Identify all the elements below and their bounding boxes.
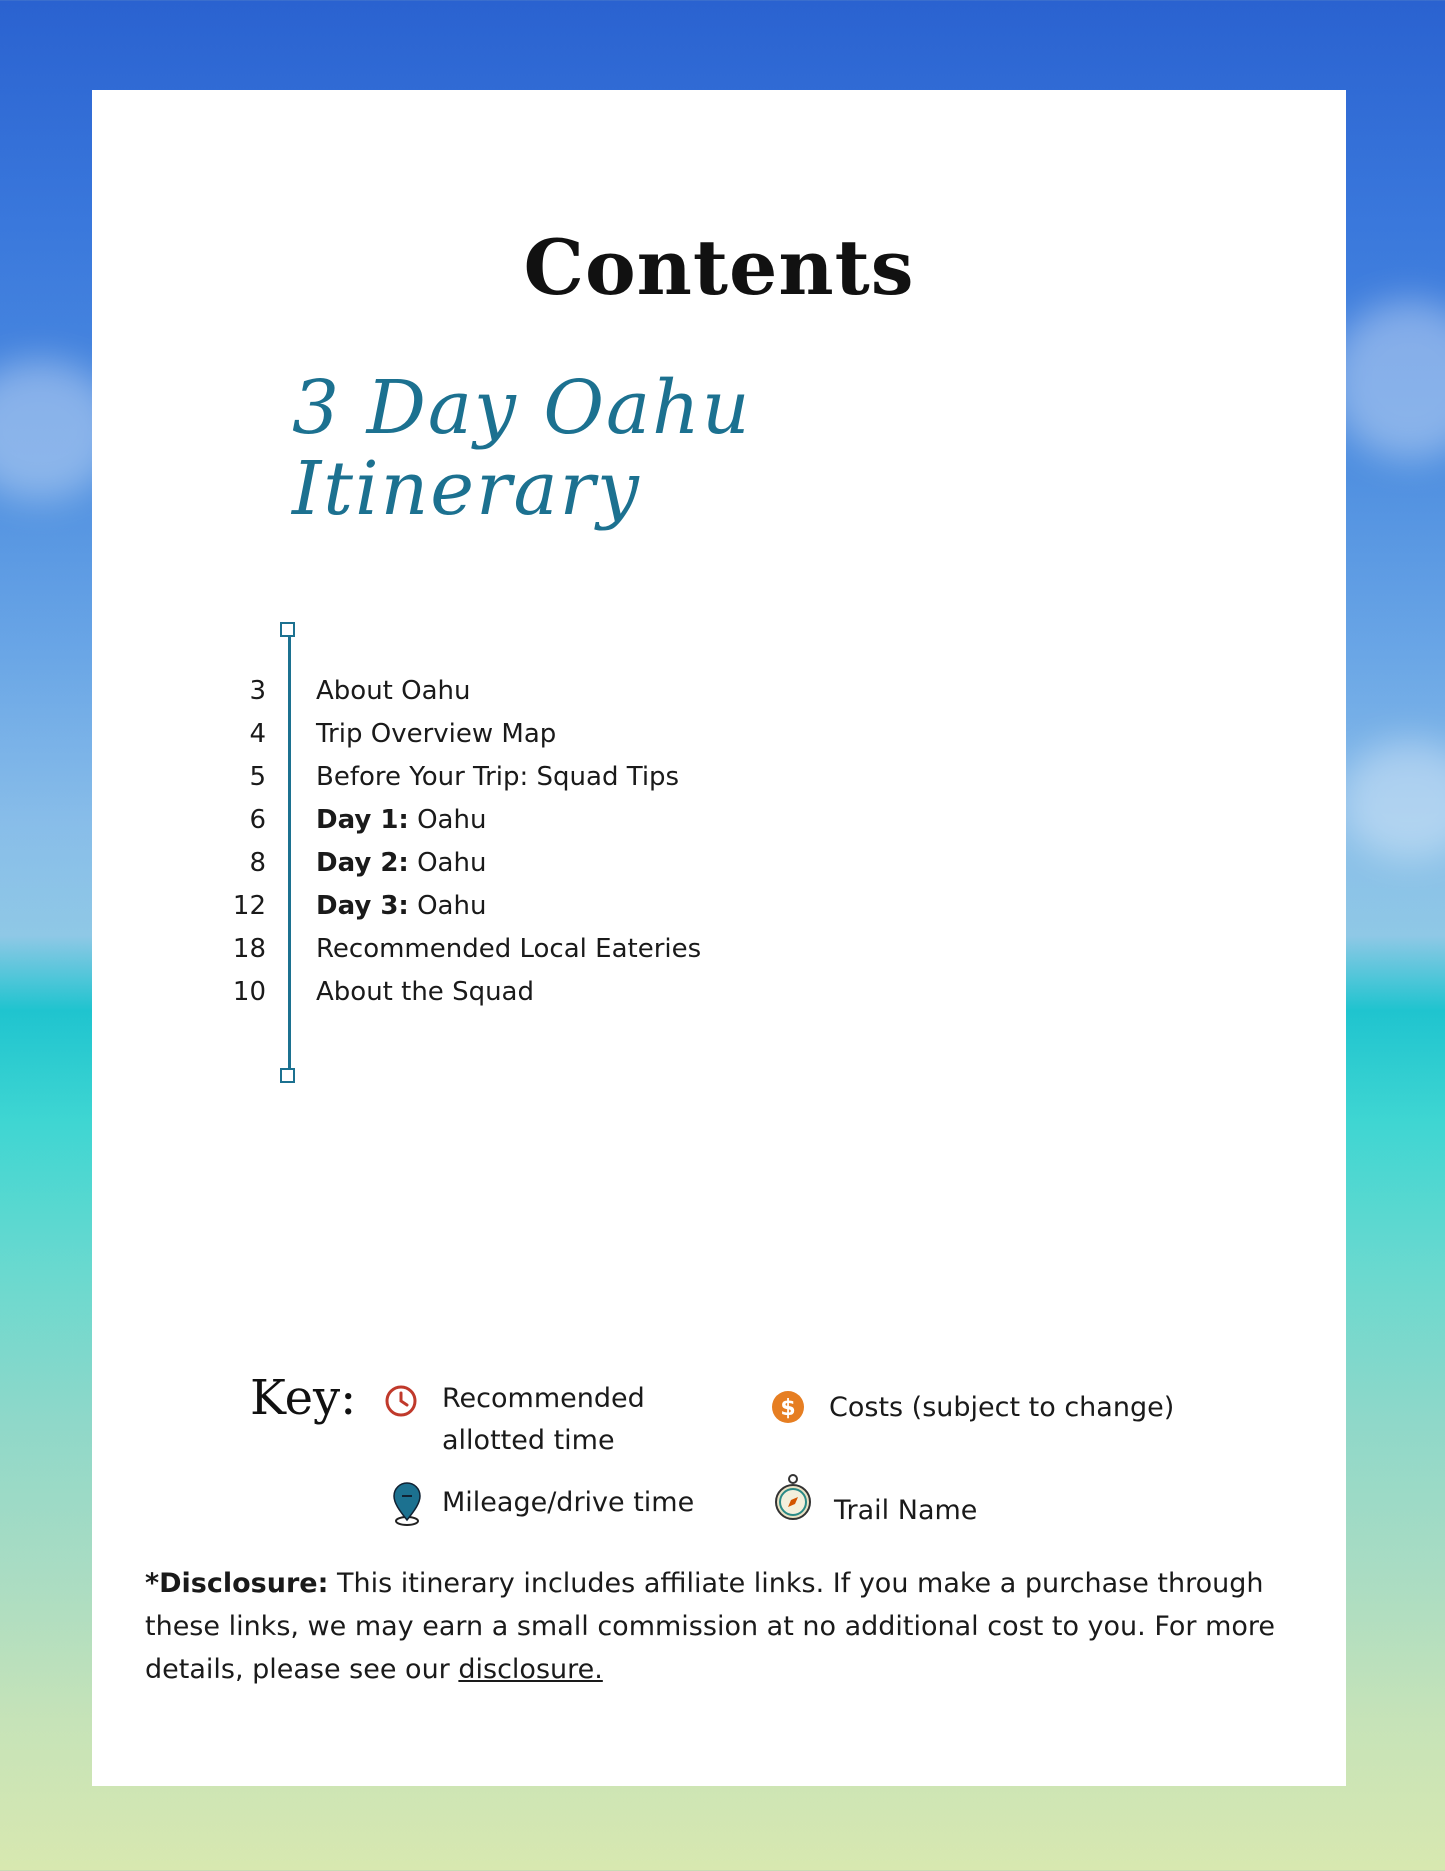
clock-icon bbox=[384, 1384, 418, 1418]
table-of-contents bbox=[92, 676, 892, 1020]
disclosure-text: This itinerary includes affiliate links. If you make a purchase through these links, we may earn a small commission at no additional cost to you. For more details, please see our bbox=[145, 1568, 1276, 1685]
toc-page-number: 8 bbox=[249, 848, 266, 878]
toc-page-number: 5 bbox=[249, 762, 266, 792]
toc-page-number: 3 bbox=[249, 676, 266, 706]
toc-entry[interactable] bbox=[92, 891, 892, 934]
toc-entry-title: About the Squad bbox=[316, 977, 534, 1007]
toc-entry[interactable] bbox=[92, 805, 892, 848]
key-mileage-label: Mileage/drive time bbox=[442, 1487, 695, 1518]
toc-page-number: 18 bbox=[232, 934, 266, 964]
toc-entry-title: Before Your Trip: Squad Tips bbox=[316, 762, 680, 792]
map-pin-icon bbox=[391, 1482, 423, 1526]
toc-timeline-bottom-cap bbox=[280, 1068, 295, 1083]
dollar-icon bbox=[771, 1390, 805, 1424]
toc-entry-title: Day 2: Oahu bbox=[316, 848, 487, 878]
disclosure-link[interactable]: disclosure. bbox=[458, 1654, 603, 1685]
toc-entry[interactable] bbox=[92, 676, 892, 719]
toc-entry[interactable] bbox=[92, 934, 892, 977]
toc-page-number: 10 bbox=[232, 977, 266, 1007]
toc-entry-title: Day 3: Oahu bbox=[316, 891, 487, 921]
compass-icon bbox=[774, 1473, 812, 1523]
background-cloud bbox=[1340, 740, 1445, 860]
toc-entry-title: Trip Overview Map bbox=[316, 719, 557, 749]
key-trail-label: Trail Name bbox=[834, 1495, 978, 1526]
key-label: Key: bbox=[250, 1370, 357, 1426]
key-time-label: Recommended allotted time bbox=[442, 1383, 645, 1456]
key-costs-label: Costs (subject to change) bbox=[829, 1392, 1175, 1423]
disclosure-paragraph bbox=[145, 1562, 1295, 1691]
toc-entry[interactable] bbox=[92, 977, 892, 1020]
toc-page-number: 4 bbox=[249, 719, 266, 749]
page-title: Contents bbox=[523, 223, 915, 312]
toc-entry-title: Recommended Local Eateries bbox=[316, 934, 702, 964]
toc-entry-title: Day 1: Oahu bbox=[316, 805, 487, 835]
toc-timeline-top-cap bbox=[280, 622, 295, 637]
toc-entry-title: About Oahu bbox=[316, 676, 471, 706]
document-page bbox=[92, 90, 1346, 1786]
toc-page-number: 12 bbox=[232, 891, 266, 921]
toc-entry[interactable] bbox=[92, 848, 892, 891]
itinerary-script-title: 3 Day Oahu Itinerary bbox=[292, 365, 752, 533]
disclosure-heading: *Disclosure: bbox=[145, 1568, 329, 1599]
background-cloud bbox=[1330, 300, 1445, 460]
toc-entry[interactable] bbox=[92, 719, 892, 762]
svg-text:$: $ bbox=[780, 1396, 796, 1421]
toc-page-number: 6 bbox=[249, 805, 266, 835]
toc-entry[interactable] bbox=[92, 762, 892, 805]
